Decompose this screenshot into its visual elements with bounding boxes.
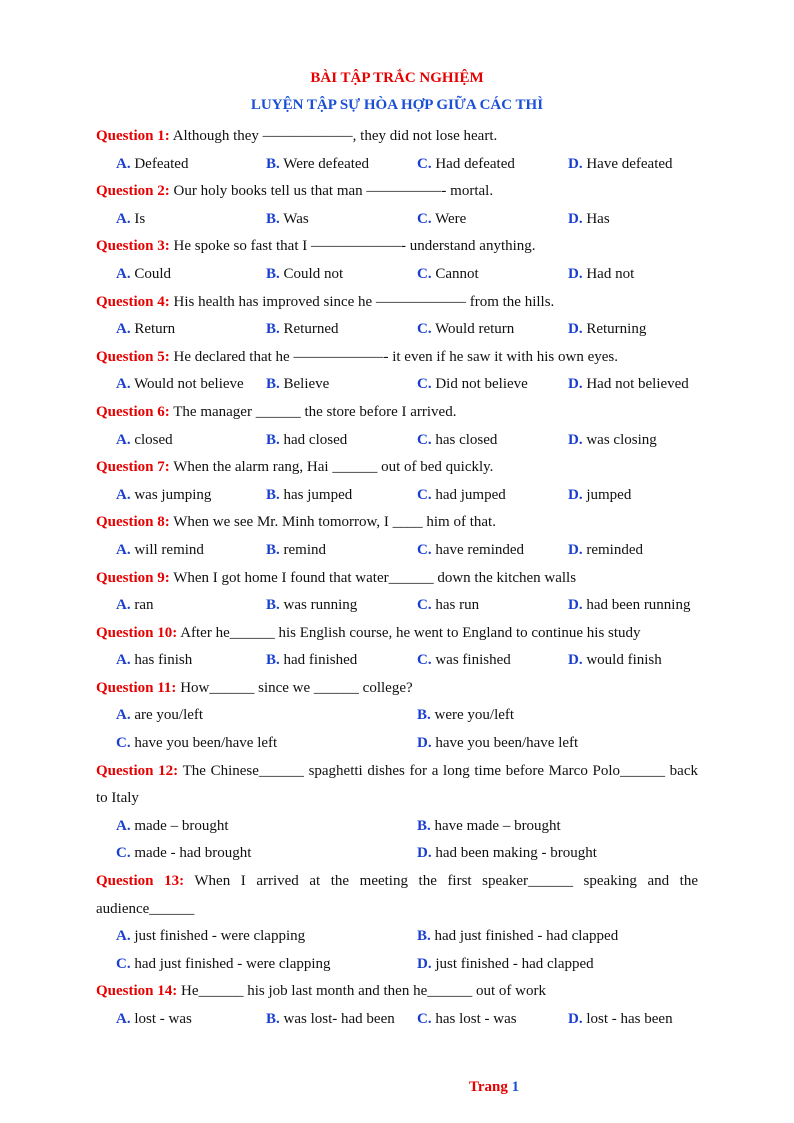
answer-option [568, 371, 689, 399]
answer-option [116, 923, 305, 951]
question-stem [96, 399, 698, 427]
options-row [96, 813, 698, 841]
question-label: Question 7: [96, 459, 170, 476]
question-stem [96, 123, 698, 151]
option-letter: B. [266, 155, 280, 172]
option-letter: D. [568, 321, 583, 338]
option-letter: A. [116, 928, 131, 945]
options-row [96, 151, 698, 179]
option-letter: B. [417, 817, 431, 834]
answer-option [266, 206, 309, 234]
question-label: Question 5: [96, 348, 170, 365]
option-text: was lost- had been [279, 1011, 395, 1027]
options-row [96, 840, 698, 868]
question-stem [96, 344, 698, 372]
answer-option [116, 730, 277, 758]
question-text: He______ his job last month and then he______ out of work [177, 983, 546, 1000]
footer-label: Trang [469, 1079, 508, 1095]
option-letter: B. [266, 431, 280, 448]
option-letter: D. [568, 652, 583, 669]
question-text: When I got home I found that water______ down the kitchen walls [169, 569, 577, 586]
option-letter: D. [417, 845, 432, 862]
option-letter: B. [417, 707, 431, 724]
question-text: Our holy books tell us that man —————- mortal. [169, 183, 494, 200]
option-text: Would not believe [130, 376, 244, 393]
answer-option [417, 702, 514, 730]
option-text: are you/left [130, 707, 204, 724]
answer-option [266, 1006, 395, 1034]
answer-option [417, 371, 528, 399]
option-letter: C. [116, 955, 131, 972]
answer-option [568, 206, 610, 234]
option-text: had been running [582, 597, 691, 614]
option-text: had closed [279, 431, 348, 448]
question-stem [96, 565, 698, 593]
option-letter: C. [417, 541, 432, 558]
option-text: was jumping [130, 486, 212, 503]
question-stem [96, 978, 698, 1006]
answer-option [417, 482, 506, 510]
answer-option [568, 592, 690, 620]
option-text: had jumped [431, 486, 506, 503]
option-letter: A. [116, 1011, 131, 1027]
option-text: Has [582, 210, 610, 227]
option-text: had finished [279, 652, 358, 669]
option-text: Return [130, 321, 176, 338]
option-text: Returning [582, 321, 647, 338]
answer-option [266, 647, 357, 675]
option-text: Was [279, 210, 309, 227]
answer-option [417, 427, 497, 455]
question-text: He declared that he ——————- it even if he saw it with his own eyes. [169, 348, 618, 365]
answer-option [568, 151, 673, 179]
question-label: Question 4: [96, 293, 170, 310]
option-text: Have defeated [582, 155, 673, 172]
option-letter: A. [116, 321, 131, 338]
answer-option [116, 206, 145, 234]
option-text: was closing [582, 431, 657, 448]
question-stem [96, 178, 698, 206]
options-row [96, 923, 698, 951]
question-label: Question 14: [96, 983, 178, 1000]
option-letter: D. [568, 431, 583, 448]
option-letter: A. [116, 817, 131, 834]
option-letter: B. [266, 541, 280, 558]
option-letter: A. [116, 155, 131, 172]
option-text: have made – brought [430, 817, 561, 834]
option-text: made - had brought [130, 845, 252, 862]
question-stem [96, 454, 698, 482]
question-text: The manager ______ the store before I arrived. [169, 403, 457, 420]
question-label: Question 13: [96, 873, 185, 890]
option-text: Had defeated [431, 155, 515, 172]
question-text: He spoke so fast that I ——————- understand anything. [169, 238, 536, 255]
options-row [96, 951, 698, 979]
page-footer [469, 1079, 519, 1096]
option-text: just finished - had clapped [431, 955, 594, 972]
answer-option [417, 206, 466, 234]
option-text: Is [130, 210, 146, 227]
option-text: would finish [582, 652, 662, 669]
option-letter: A. [116, 210, 131, 227]
answer-option [116, 427, 173, 455]
option-letter: A. [116, 541, 131, 558]
answer-option [417, 813, 561, 841]
options-row [96, 261, 698, 289]
option-letter: A. [116, 597, 131, 614]
answer-option [116, 261, 171, 289]
option-letter: B. [266, 210, 280, 227]
option-text: ran [130, 597, 154, 614]
option-text: has jumped [279, 486, 353, 503]
question-stem [96, 620, 698, 648]
option-text: Had not believed [582, 376, 689, 393]
question-stem [96, 675, 698, 703]
option-text: has finish [130, 652, 193, 669]
question-text: How______ since we ______ college? [176, 679, 413, 696]
answer-option [266, 482, 352, 510]
option-text: have you been/have left [431, 735, 579, 752]
question-text: Although they ——————, they did not lose heart. [169, 128, 498, 144]
answer-option [266, 371, 329, 399]
option-text: Could not [279, 265, 344, 282]
option-letter: A. [116, 652, 131, 669]
question-label: Question 9: [96, 569, 170, 586]
answer-option [568, 647, 662, 675]
page-number: 1 [511, 1079, 520, 1095]
option-text: Would return [431, 321, 515, 338]
option-text: were you/left [430, 707, 515, 724]
answer-option [116, 482, 211, 510]
option-text: has closed [431, 431, 498, 448]
option-text: had just finished - had clapped [430, 928, 619, 945]
answer-option [266, 151, 369, 179]
option-text: Could [130, 265, 172, 282]
option-letter: A. [116, 265, 131, 282]
option-letter: A. [116, 486, 131, 503]
option-letter: B. [417, 928, 431, 945]
option-text: reminded [582, 541, 643, 558]
option-letter: B. [266, 265, 280, 282]
answer-option [266, 592, 357, 620]
answer-option [417, 151, 515, 179]
answer-option [417, 592, 479, 620]
question-text: The Chinese______ spaghetti dishes for a long time before Marco Polo______ back to Italy [96, 762, 698, 807]
answer-option [417, 1006, 517, 1034]
option-letter: C. [417, 155, 432, 172]
answer-option [417, 730, 578, 758]
question-label: Question 1: [96, 128, 170, 144]
option-text: will remind [130, 541, 204, 558]
answer-option [568, 1006, 673, 1034]
options-row [96, 647, 698, 675]
option-letter: B. [266, 486, 280, 503]
answer-option [116, 371, 244, 399]
question-label: Question 6: [96, 403, 170, 420]
answer-option [568, 427, 657, 455]
answer-option [266, 427, 347, 455]
option-text: Were [431, 210, 467, 227]
option-text: has run [431, 597, 480, 614]
question-stem [96, 289, 698, 317]
option-letter: C. [116, 735, 131, 752]
answer-option [116, 702, 203, 730]
option-text: Cannot [431, 265, 479, 282]
question-text: When we see Mr. Minh tomorrow, I ____ him of that. [169, 514, 496, 531]
option-text: made – brought [130, 817, 229, 834]
option-text: have you been/have left [130, 735, 278, 752]
answer-option [266, 316, 339, 344]
option-text: jumped [582, 486, 632, 503]
option-letter: D. [568, 376, 583, 393]
option-text: was finished [431, 652, 511, 669]
question-label: Question 10: [96, 624, 178, 641]
option-letter: D. [417, 735, 432, 752]
option-text: had just finished - were clapping [130, 955, 331, 972]
option-letter: B. [266, 597, 280, 614]
answer-option [568, 316, 646, 344]
options-row [96, 702, 698, 730]
option-letter: A. [116, 376, 131, 393]
question-text: After he______ his English course, he went to England to continue his study [177, 624, 641, 641]
answer-option [116, 647, 192, 675]
option-letter: D. [568, 597, 583, 614]
options-row [96, 316, 698, 344]
answer-option [116, 951, 331, 979]
question-text: When I arrived at the meeting the first speaker______ speaking and the audience______ [96, 873, 698, 917]
option-letter: D. [568, 541, 583, 558]
option-letter: D. [568, 265, 583, 282]
answer-option [116, 151, 188, 179]
option-letter: D. [568, 155, 583, 172]
answer-option [116, 592, 154, 620]
option-letter: D. [568, 486, 583, 503]
answer-option [417, 647, 511, 675]
option-text: was running [279, 597, 358, 614]
option-text: Defeated [130, 155, 189, 172]
answer-option [417, 923, 618, 951]
options-row [96, 206, 698, 234]
question-text: When the alarm rang, Hai ______ out of bed quickly. [169, 459, 494, 476]
option-letter: B. [266, 376, 280, 393]
question-stem [96, 758, 698, 813]
option-text: have reminded [431, 541, 525, 558]
question-label: Question 8: [96, 514, 170, 531]
option-text: lost - has been [582, 1011, 673, 1027]
options-row [96, 371, 698, 399]
option-letter: B. [266, 321, 280, 338]
page-subtitle: LUYỆN TẬP SỰ HÒA HỢP GIỮA CÁC THÌ [250, 97, 544, 113]
option-letter: D. [417, 955, 432, 972]
page-title: BÀI TẬP TRẮC NGHIỆM [310, 70, 484, 86]
option-text: Were defeated [279, 155, 370, 172]
answer-option [116, 813, 229, 841]
question-list [96, 123, 698, 1034]
option-letter: C. [417, 597, 432, 614]
answer-option [417, 537, 524, 565]
answer-option [116, 316, 175, 344]
option-letter: C. [116, 845, 131, 862]
option-letter: C. [417, 431, 432, 448]
question-stem [96, 233, 698, 261]
options-row [96, 427, 698, 455]
answer-option [417, 951, 594, 979]
question-label: Question 3: [96, 238, 170, 255]
answer-option [417, 261, 479, 289]
option-letter: C. [417, 210, 432, 227]
question-label: Question 12: [96, 762, 179, 779]
option-letter: A. [116, 431, 131, 448]
answer-option [568, 537, 643, 565]
option-text: had been making - brought [431, 845, 597, 862]
option-letter: C. [417, 486, 432, 503]
option-letter: C. [417, 376, 432, 393]
answer-option [116, 537, 204, 565]
question-text: His health has improved since he —————— from the hills. [169, 293, 555, 310]
question-label: Question 11: [96, 679, 177, 696]
option-text: closed [130, 431, 173, 448]
answer-option [568, 482, 631, 510]
answer-option [266, 537, 326, 565]
question-stem [96, 509, 698, 537]
question-stem [96, 868, 698, 923]
answer-option [417, 316, 514, 344]
option-letter: C. [417, 265, 432, 282]
option-text: Did not believe [431, 376, 528, 393]
option-letter: C. [417, 652, 432, 669]
option-letter: C. [417, 1011, 432, 1027]
option-text: just finished - were clapping [130, 928, 306, 945]
options-row [96, 482, 698, 510]
option-text: Believe [279, 376, 330, 393]
option-letter: D. [568, 210, 583, 227]
option-text: has lost - was [431, 1011, 517, 1027]
options-row [96, 730, 698, 758]
question-label: Question 2: [96, 183, 170, 200]
option-text: Returned [279, 321, 339, 338]
answer-option [116, 1006, 192, 1034]
option-letter: B. [266, 1011, 280, 1027]
option-letter: B. [266, 652, 280, 669]
option-text: lost - was [130, 1011, 192, 1027]
answer-option [116, 840, 251, 868]
answer-option [568, 261, 634, 289]
option-letter: A. [116, 707, 131, 724]
options-row [96, 1006, 698, 1034]
option-letter: D. [568, 1011, 583, 1027]
answer-option [417, 840, 597, 868]
option-text: remind [279, 541, 327, 558]
option-text: Had not [582, 265, 635, 282]
option-letter: C. [417, 321, 432, 338]
options-row [96, 537, 698, 565]
answer-option [266, 261, 343, 289]
options-row [96, 592, 698, 620]
